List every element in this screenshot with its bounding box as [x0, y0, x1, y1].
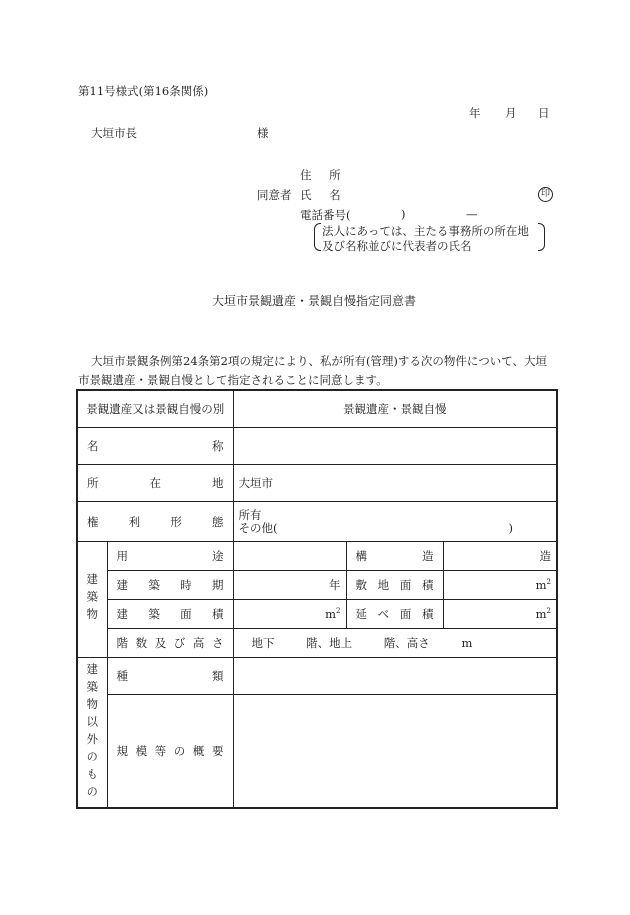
seal-mark: 印 — [538, 187, 553, 202]
row-floors — [77, 629, 557, 658]
phone-label: 電話番号( — [300, 208, 351, 222]
use-value[interactable] — [233, 542, 346, 571]
name-label-cell — [77, 428, 233, 465]
date-day-label: 日 — [538, 106, 550, 120]
phone-dash: — — [466, 207, 478, 221]
scale-label-cell: 規 模 等 の 概 要 — [107, 695, 233, 809]
body-text-line1: 大垣市景観条例第24条第2項の規定により、私が所有(管理)する次の物件について、大垣 — [91, 354, 547, 368]
use-label-cell: 用 途 — [107, 542, 233, 571]
corp-note-line1: 法人にあっては、主たる事務所の所在地 — [322, 224, 529, 238]
rights-value[interactable] — [233, 502, 557, 542]
floor-area-value[interactable]: $m^2$ — [443, 600, 557, 629]
location-value[interactable]: 大垣市 — [233, 465, 557, 502]
building-area-label-cell: 建 築 面 積 — [107, 600, 233, 629]
body-text-line2: 市景観遺産・景観自慢として指定されることに同意します。 — [78, 373, 388, 387]
kind-label-cell: 種 類 — [107, 658, 233, 695]
name-label-char2: 称 — [212, 439, 224, 453]
rights-own: 所有 — [238, 507, 262, 522]
construction-label-cell: 建 築 時 期 — [107, 571, 233, 600]
row-rights — [77, 502, 557, 542]
row-location — [77, 465, 557, 502]
site-area-label-cell: 敷 地 面 積 — [346, 571, 443, 600]
date-month-label: 月 — [505, 106, 517, 120]
row-type — [77, 390, 557, 428]
floors-value[interactable] — [233, 629, 557, 658]
floors-label-cell: 階 数 及 び 高 さ — [107, 629, 233, 658]
honorific: 様 — [257, 126, 269, 140]
right-brace — [538, 223, 545, 251]
rights-other: その他( — [238, 520, 278, 535]
type-value[interactable]: 景観遺産・景観自慢 — [233, 390, 557, 428]
row-building-area — [77, 600, 557, 629]
structure-label-cell: 構 造 — [346, 542, 443, 571]
row-scale — [77, 695, 557, 809]
consenter-label: 同意者 — [257, 188, 292, 202]
address-label: 住 所 — [300, 168, 341, 182]
row-use — [77, 542, 557, 571]
name-label: 氏 名 — [300, 188, 341, 202]
corp-note-line2: 及び名称並びに代表者の氏名 — [322, 239, 472, 253]
row-kind — [77, 658, 557, 695]
kind-value[interactable] — [233, 658, 557, 695]
row-name — [77, 428, 557, 465]
non-building-group-label: 建築物以外のもの — [77, 658, 107, 809]
consent-form-table — [76, 389, 558, 809]
structure-value[interactable]: 造 — [443, 542, 557, 571]
phone-paren-close: ) — [401, 207, 406, 221]
building-area-value[interactable]: $m^2$ — [233, 600, 346, 629]
rights-label-cell: 権 利 形 態 — [77, 502, 233, 542]
name-value[interactable] — [233, 428, 557, 465]
location-label-cell: 所 在 地 — [77, 465, 233, 502]
name-label-char1: 名 — [87, 439, 99, 453]
scale-value[interactable] — [233, 695, 557, 809]
rights-other-close: ) — [508, 520, 513, 535]
construction-value[interactable]: 年 — [233, 571, 346, 600]
type-label: 景観遺産又は景観自慢の別 — [77, 390, 233, 428]
left-brace — [314, 223, 321, 251]
row-construction — [77, 571, 557, 600]
floor-area-label-cell: 延 べ 面 積 — [346, 600, 443, 629]
floors-value-text: 地下 階、地上 階、高さ m — [251, 636, 473, 650]
document-title: 大垣市景観遺産・景観自慢指定同意書 — [212, 294, 417, 308]
date-year-label: 年 — [469, 106, 481, 120]
site-area-value[interactable]: $m^2$ — [443, 571, 557, 600]
form-number: 第11号様式(第16条関係) — [78, 84, 209, 98]
building-group-label: 建築物 — [77, 542, 107, 658]
addressee: 大垣市長 — [91, 126, 137, 140]
